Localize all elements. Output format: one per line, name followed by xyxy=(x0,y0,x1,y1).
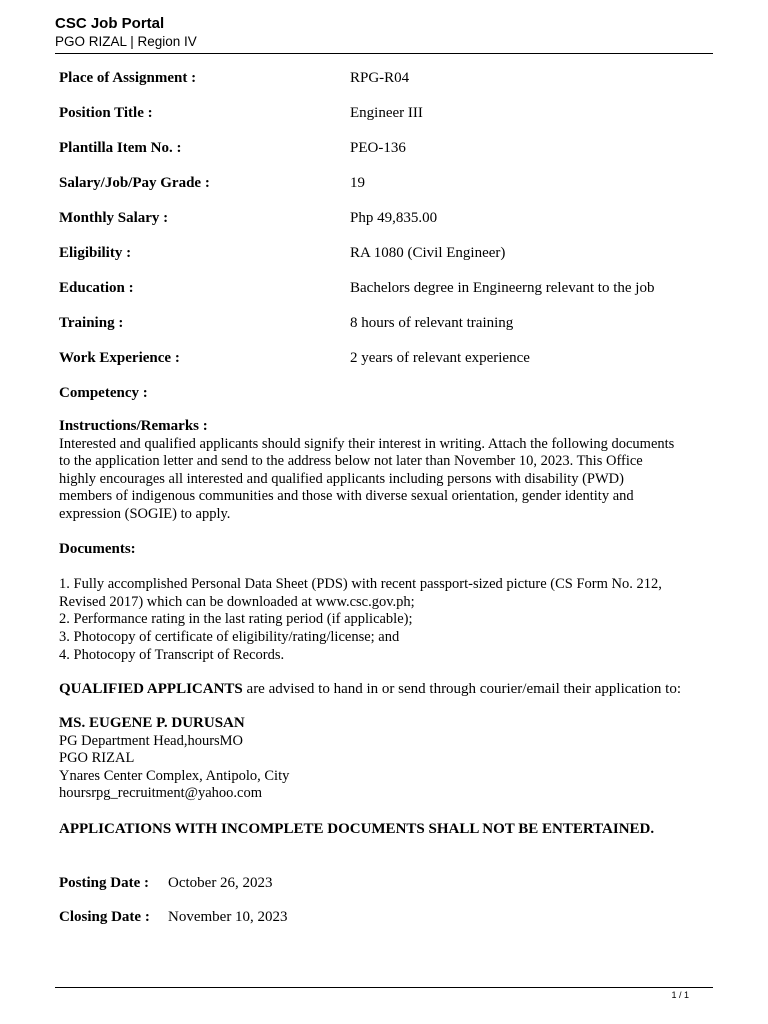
instructions-line: expression (SOGIE) to apply. xyxy=(59,505,231,522)
portal-title: CSC Job Portal xyxy=(55,15,165,32)
instructions-section xyxy=(59,418,709,524)
footer-divider xyxy=(55,987,713,988)
posting-date-value: October 26, 2023 xyxy=(168,875,273,891)
page-number: 1 / 1 xyxy=(671,990,689,1000)
field-label: Education : xyxy=(59,280,134,296)
instructions-line: members of indigenous communities and those with diverse sexual orientation, gender identity and xyxy=(59,488,634,505)
contact-name: MS. EUGENE P. DURUSAN xyxy=(59,715,245,731)
instructions-line: Interested and qualified applicants should signify their interest in writing. Attach the following documents xyxy=(59,435,675,452)
documents-section xyxy=(59,541,709,664)
field-label: Monthly Salary : xyxy=(59,210,169,226)
portal-header xyxy=(55,15,197,51)
field-value: Bachelors degree in Engineerng relevant to the job xyxy=(350,280,655,296)
document-item: 1. Fully accomplished Personal Data Sheet (PDS) with recent passport-sized picture (CS Form No. 212, xyxy=(59,576,662,593)
document-item: 2. Performance rating in the last rating period (if applicable); xyxy=(59,611,413,628)
contact-line: Ynares Center Complex, Antipolo, City xyxy=(59,767,290,784)
instructions-line: to the application letter and send to the address below not later than November 10, 2023. This Office xyxy=(59,453,643,470)
field-label: Training : xyxy=(59,315,124,331)
field-label: Competency : xyxy=(59,385,148,401)
field-value: Engineer III xyxy=(350,105,423,121)
qualified-applicants-note xyxy=(59,681,709,699)
field-label: Eligibility : xyxy=(59,245,132,261)
contact-line: PG Department Head,hoursMO xyxy=(59,732,244,749)
incomplete-documents-notice: APPLICATIONS WITH INCOMPLETE DOCUMENTS SHALL NOT BE ENTERTAINED. xyxy=(59,821,655,837)
spacer xyxy=(59,559,709,577)
field-value: RA 1080 (Civil Engineer) xyxy=(350,245,506,261)
header-divider xyxy=(55,53,713,54)
instructions-label: Instructions/Remarks : xyxy=(59,418,208,434)
contact-block xyxy=(59,715,709,803)
field-label: Plantilla Item No. : xyxy=(59,140,182,156)
qualified-applicants-heading: QUALIFIED APPLICANTS xyxy=(59,681,243,697)
field-value: Php 49,835.00 xyxy=(350,210,438,226)
contact-email: hoursrpg_recruitment@yahoo.com xyxy=(59,785,263,802)
closing-date-value: November 10, 2023 xyxy=(168,909,288,925)
contact-line: PGO RIZAL xyxy=(59,750,135,767)
field-value: RPG-R04 xyxy=(350,70,410,86)
field-value: 19 xyxy=(350,175,365,191)
field-value: 8 hours of relevant training xyxy=(350,315,514,331)
field-value: PEO-136 xyxy=(350,140,406,156)
field-value: 2 years of relevant experience xyxy=(350,350,530,366)
instructions-line: highly encourages all interested and qualified applicants including persons with disability (PWD) xyxy=(59,470,624,487)
portal-subtitle: PGO RIZAL | Region IV xyxy=(55,34,197,49)
document-item: 3. Photocopy of certificate of eligibility/rating/license; and xyxy=(59,628,400,645)
document-item: 4. Photocopy of Transcript of Records. xyxy=(59,646,285,663)
closing-date-label: Closing Date : xyxy=(59,909,150,925)
documents-label: Documents: xyxy=(59,541,136,557)
field-label: Work Experience : xyxy=(59,350,180,366)
document-item: Revised 2017) which can be downloaded at www.csc.gov.ph; xyxy=(59,593,415,610)
posting-date-label: Posting Date : xyxy=(59,875,149,891)
qualified-applicants-text: are advised to hand in or send through courier/email their application to: xyxy=(242,681,681,697)
field-label: Place of Assignment : xyxy=(59,70,197,86)
field-label: Salary/Job/Pay Grade : xyxy=(59,175,210,191)
field-label: Position Title : xyxy=(59,105,153,121)
